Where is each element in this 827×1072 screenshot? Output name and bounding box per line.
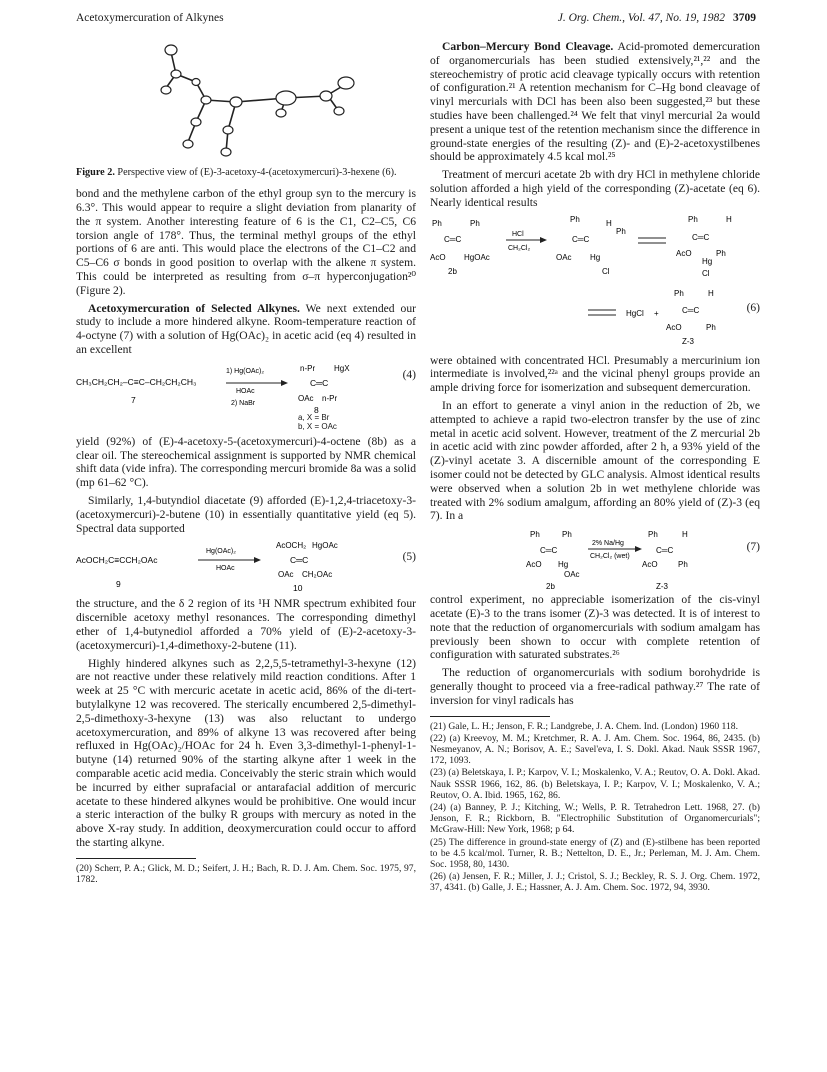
eq5-solvent: HOAc bbox=[216, 565, 235, 573]
eq6-ph: Ph bbox=[432, 218, 442, 228]
eq6-ph: Ph bbox=[688, 214, 698, 224]
eq4-step1: 1) Hg(OAc)₂ bbox=[226, 367, 265, 375]
footnote: (20) Scherr, P. A.; Glick, M. D.; Seifert, J. H.; Bach, R. D. J. Am. Chem. Soc. 1975, 97, 1782. bbox=[76, 862, 416, 885]
eq4-reactant: CH₃CH₂CH₂–C≡C–CH₂CH₂CH₃ bbox=[76, 376, 197, 387]
eq4-reactant-label: 7 bbox=[131, 394, 136, 405]
equation-5-scheme bbox=[76, 539, 416, 597]
paragraph: The reduction of organomercurials with sodium borohydride is generally thought to proceed via a free-radical pathway.²⁷ The rate of inversion for vinyl radicals has bbox=[430, 666, 760, 707]
running-head: Acetoxymercuration of Alkynes bbox=[76, 12, 224, 24]
eq6-hg: Hg bbox=[702, 256, 713, 266]
eq5-prod-alkene: C═C bbox=[290, 555, 309, 566]
paragraph bbox=[76, 302, 416, 357]
eq7-ph: Ph bbox=[562, 530, 572, 540]
eq6-ph: Ph bbox=[674, 288, 684, 298]
paragraph: bond and the methylene carbon of the ethyl group syn to the mercury is 6.3°. This would appear to require a slight deviation from planarity of the π system. Another interesting feature of 6 is the C1, C2–C5, C6 torsion angle of 178°. Thus, the terminal methyl groups of the ethyl portions of 6 are anti. This would place the electrons of the C1–C2 and C5–C6 σ bonds in good position to overlap with the alkene π system. This could be interpreted as resulting from σ–π hyperconjugation²⁰ (Figure 2). bbox=[76, 187, 416, 297]
eq6-oac: OAc bbox=[556, 252, 572, 262]
eq7-oac: OAc bbox=[564, 570, 580, 580]
eq6-h: H bbox=[708, 288, 714, 298]
eq6-ph: Ph bbox=[470, 218, 480, 228]
footnote: (25) The difference in ground-state energy of (Z) and (E)-stilbene has been reported to be 4.5 kcal/mol. Turner, R. B.; Nettelton, D. E., Jr.; Perleman, M. J. Am. Chem. Soc. 1958, 80, 1430. bbox=[430, 836, 760, 870]
right-column bbox=[430, 40, 760, 895]
equation-7 bbox=[430, 527, 760, 593]
paragraph: Highly hindered alkynes such as 2,2,5,5-tetramethyl-3-hexyne (12) are not reactive under these relatively mild reaction conditions. After 1 week at 25 °C with mercuric acetate in acetic acid, 86% of the di-tert-butylalkyne 12 was recovered. The sterically encumbered 2,5-dimethyl-2,5-dimethoxy-3-hexyne (13) was also reluctant to undergo acetoxymercuration, and 89% of alkyne 13 was recovered after being refluxed in Hg(OAc)₂/HOAc for 24 h. Even 3,3-dimethyl-1-phenyl-1-butyne (14) returned 90% of the starting alkyne after 1 week in the comparable acetic acid media. Conceivably the steric strain which would be incurred by either suprafacial or antarafacial addition of mercuric acetate to these hindered alkynes would be prohibitive. One would incur a steric interaction of the bulky R groups with mercury as noted in the above X-ray study. In addition, deoxymercuration could occur to afford the starting alkyne. bbox=[76, 656, 416, 849]
paragraph bbox=[430, 40, 760, 164]
equation-5 bbox=[76, 539, 416, 597]
paragraph: yield (92%) of (E)-4-acetoxy-5-(acetoxymercuri)-4-octene (8b) as a clear oil. The stereochemical assignment is supported by NMR chemical shift data (vide infra). The corresponding mercuri bromide 8a was a solid (mp 61–62 °C). bbox=[76, 434, 416, 490]
eq4-solvent: HOAc bbox=[236, 387, 255, 395]
eq6-ph: Ph bbox=[716, 248, 726, 258]
eq6-hg: Hg bbox=[590, 252, 601, 262]
eq6-hgoac: HgOAc bbox=[464, 252, 490, 262]
eq7-ph: Ph bbox=[530, 530, 540, 540]
equation-6-scheme bbox=[430, 214, 760, 354]
eq6-cl: Cl bbox=[602, 266, 610, 276]
eq6-aco: AcO bbox=[666, 322, 682, 332]
eq4-step2: 2) NaBr bbox=[231, 399, 256, 407]
figure-caption bbox=[76, 167, 416, 179]
molecule-ortep-drawing bbox=[76, 40, 416, 165]
figure-2-ortep bbox=[76, 40, 416, 165]
eq5-prod-bot-right: CH₂OAc bbox=[302, 570, 333, 580]
eq6-ph: Ph bbox=[706, 322, 716, 332]
eq6-alkene: C═C bbox=[444, 234, 462, 244]
eq5-prod-bot-left: OAc bbox=[278, 570, 294, 580]
eq4-prod-top-left: n-Pr bbox=[300, 363, 316, 373]
figure-label: Figure 2. bbox=[76, 167, 115, 178]
eq4-variant-b: b, X = OAc bbox=[298, 421, 337, 431]
paragraph: Treatment of mercuri acetate 2b with dry HCl in methylene chloride solution afforded a high yield of the corresponding (Z)-acetate (eq 6). Nearly identical results bbox=[430, 168, 760, 209]
eq6-alkene: C═C bbox=[692, 232, 710, 242]
footnote-divider bbox=[76, 858, 196, 859]
paragraph-text: Acid-promoted demercuration of organomercurials has been studied extensively,²¹,²² and the stereochemistry of protic acid cleavage typically occurs with retention of configuration.²¹ A retention mechanism for C–Hg bond cleavage of vinyl mercurials with DCl has been also been suggested,²³ but these studies have been challenged.²⁴ We felt that vinyl mercurial 2a would present a unique test of the retention mechanism since the difference in ground-state energies of the resulting (Z)- and (E)-2-acetoxystilbenes should be approximately 4.5 kcal mol.²⁵ bbox=[430, 40, 761, 164]
footnote: (21) Gale, L. H.; Jenson, F. R.; Landgrebe, J. A. Chem. Ind. (London) 1960 118. bbox=[430, 720, 738, 732]
section-heading: Acetoxymercuration of Selected Alkynes. bbox=[88, 301, 300, 315]
eq6-cl: Cl bbox=[702, 268, 710, 278]
equation-4-scheme bbox=[76, 361, 416, 425]
eq7-label-2b: 2b bbox=[546, 582, 555, 592]
footnote: (23) (a) Beletskaya, I. P.; Karpov, V. I.; Moskalenko, V. A.; Reutov, O. A. Dokl. Akad. Nauk SSSR 1966, 162, 86. (b) Beletskaya, I. P.; Karpov, V. I.; Moskalenko, V. A.; Reutov, O. A. Ibid. 1965, 162, 86. bbox=[430, 767, 760, 801]
eq6-hgcl: HgCl bbox=[626, 308, 644, 318]
eq7-ph: Ph bbox=[648, 530, 658, 540]
paragraph: control experiment, no appreciable isomerization of the cis-vinyl acetate (E)-3 to the trans isomer (Z)-3 was detected. It is of interest to note that the reduction of organomercurials with sodium amalgam has previously been shown to occur with complete retention of configuration with saturated substrates.²⁶ bbox=[430, 593, 760, 662]
eq7-alkene: C═C bbox=[540, 546, 558, 556]
eq7-label-z3: Z-3 bbox=[656, 582, 668, 592]
eq7-arrow-head bbox=[635, 546, 642, 552]
eq5-reactant: AcOCH₂C≡CCH₂OAc bbox=[76, 555, 158, 566]
eq5-prod-label: 10 bbox=[293, 583, 303, 594]
eq5-arrow-head bbox=[254, 557, 261, 563]
eq6-h: H bbox=[606, 218, 612, 228]
eq4-prod-top-right: HgX bbox=[334, 363, 350, 373]
eq5-prod-top-left: AcOCH₂ bbox=[276, 541, 307, 551]
eq6-aco: AcO bbox=[676, 248, 692, 258]
eq7-hg: Hg bbox=[558, 560, 569, 570]
equation-7-scheme bbox=[430, 527, 760, 593]
eq7-h: H bbox=[682, 530, 688, 540]
eq4-variants bbox=[298, 413, 337, 431]
footnote-divider bbox=[430, 716, 550, 717]
eq5-reagent: Hg(OAc)₂ bbox=[206, 548, 236, 556]
equation-6 bbox=[430, 214, 760, 354]
footnote: (22) (a) Kreevoy, M. M.; Kretchmer, R. A. J. Am. Chem. Soc. 1964, 86, 2435. (b) Nesmeyanov, A. N.; Borisov, A. E.; Savel'eva, I. S. Dokl. Akad. Nauk SSSR 1967, 172, 1093. bbox=[430, 732, 760, 767]
footnote: (26) (a) Jensen, F. R.; Miller, J. J.; Cristol, S. J.; Beckley, R. S. J. Org. Chem. 1972, 37, 4341. (b) Galle, J. E.; Hassner, A. J. Am. Chem. Soc. 1972, 94, 3930. bbox=[430, 871, 760, 894]
figure-caption-text: Perspective view of (E)-3-acetoxy-4-(acetoxymercuri)-3-hexene (6). bbox=[117, 167, 397, 178]
eq6-ph: Ph bbox=[570, 214, 580, 224]
paragraph: In an effort to generate a vinyl anion in the reduction of 2b, we attempted to achieve a rapid two-electron transfer by the use of zinc metal in acetic acid solvent. However, treatment of the Z mercurial 2b in acetic acid with zinc powder afforded, after 2 h, a 93% yield of the (Z)-vinyl acetate 3. A discernible amount of the corresponding E isomer could not be detected by GLC analysis. Almost identical results were observed when a solution 2b in wet methylene chloride was treated with 2% sodium amalgum, affording an 80% yield of (Z)-3 (eq 7). In a bbox=[430, 398, 760, 523]
equation-number: (5) bbox=[402, 551, 416, 564]
eq4-prod-label: 8 bbox=[314, 404, 319, 415]
equation-number: (6) bbox=[746, 301, 760, 314]
eq7-reagent: 2% Na/Hg bbox=[592, 540, 624, 548]
eq7-solvent: CH₂Cl₂ (wet) bbox=[590, 553, 630, 561]
footnote: (24) (a) Banney, P. J.; Kitching, W.; Wells, P. R. Tetrahedron Lett. 1968, 27. (b) Jenson, F. R.; Rickborn, B. "Electrophilic Substitution of Organomercurials"; McGraw-Hill: New York, 1968; p 64. bbox=[430, 801, 760, 836]
eq4-prod-bot-right: n-Pr bbox=[322, 393, 338, 403]
eq6-alkene: C═C bbox=[682, 305, 700, 315]
eq6-h: H bbox=[726, 214, 732, 224]
eq6-aco: AcO bbox=[430, 252, 446, 262]
section-heading: Carbon–Mercury Bond Cleavage. bbox=[442, 40, 614, 53]
eq4-prod-bot-left: OAc bbox=[298, 393, 314, 403]
eq6-solvent: CH₂Cl₂ bbox=[508, 244, 531, 252]
eq6-reagent: HCl bbox=[512, 230, 524, 238]
equation-number: (4) bbox=[402, 368, 416, 381]
eq5-prod-top-right: HgOAc bbox=[312, 541, 338, 551]
eq6-ph: Ph bbox=[616, 226, 626, 236]
eq7-ph: Ph bbox=[678, 560, 688, 570]
eq7-aco: AcO bbox=[642, 560, 658, 570]
paragraph: were obtained with concentrated HCl. Presumably a mercurinium ion intermediate is involved,²²ᵃ and the vicinal phenyl groups provide an ample driving force for isomerization and subsequent demercuration. bbox=[430, 353, 760, 395]
equation-4 bbox=[76, 361, 416, 431]
eq4-arrow-head bbox=[281, 380, 288, 386]
page-number: 3709 bbox=[733, 12, 756, 24]
eq7-aco: AcO bbox=[526, 560, 542, 570]
eq5-reactant-label: 9 bbox=[116, 579, 121, 590]
eq6-label-2b: 2b bbox=[448, 266, 457, 276]
journal-name: J. Org. Chem., Vol. 47, No. 19, 1982 bbox=[557, 12, 725, 24]
eq6-plus: + bbox=[654, 308, 659, 318]
eq4-prod-alkene: C═C bbox=[310, 377, 329, 388]
journal-citation bbox=[456, 12, 756, 24]
eq7-alkene: C═C bbox=[656, 546, 674, 556]
paragraph: the structure, and the δ 2 region of its ¹H NMR spectrum exhibited four discernible acetoxy methyl resonances. The corresponding dimethyl ether of 1,4-butynediol afforded a 70% yield of (E)-2-acetoxy-3-(acetoxymercuri)-1,4-dimethoxy-2-butene (11). bbox=[76, 597, 416, 652]
eq6-alkene: C═C bbox=[572, 234, 590, 244]
eq4-variant-a: a, X = Br bbox=[298, 412, 330, 422]
left-column bbox=[76, 40, 416, 886]
eq6-arrow-head bbox=[540, 237, 547, 243]
eq6-label-z3: Z-3 bbox=[682, 336, 694, 346]
equation-number: (7) bbox=[746, 541, 760, 554]
paragraph-text: We next extended our study to include a more hindered alkyne. Room-temperature reaction of 4-octyne (7) with a solution of Hg(OAc)₂ in acetic acid (eq 4) resulted in an excellent bbox=[76, 301, 416, 356]
paragraph: Similarly, 1,4-butyndiol diacetate (9) afforded (E)-1,2,4-triacetoxy-3-(acetoxymercuri)-2-butene (10) in essentially quantitative yield (eq 5). Spectral data supported bbox=[76, 493, 416, 535]
